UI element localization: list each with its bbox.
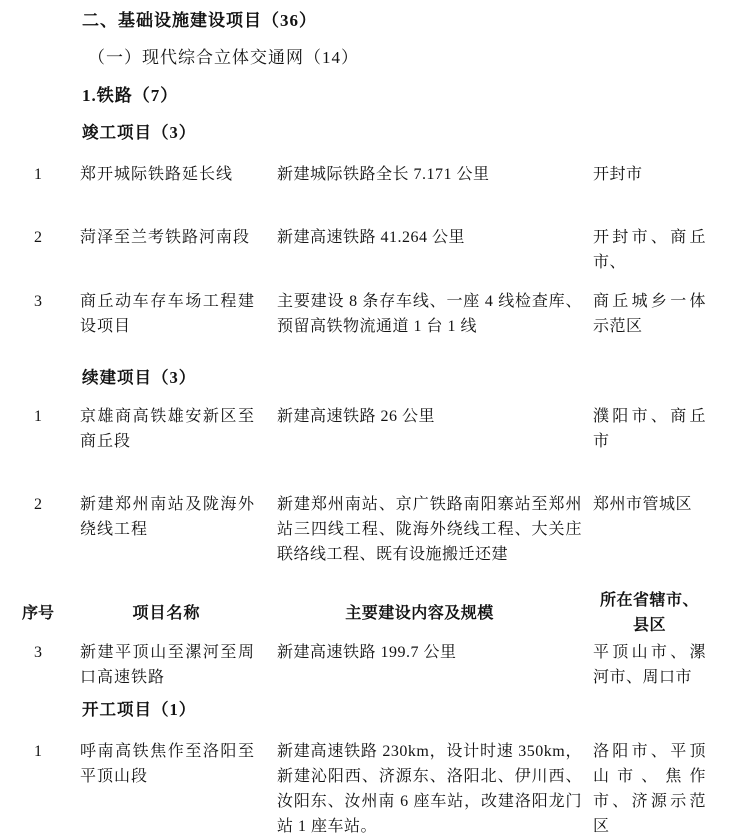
serial-cell: 3 bbox=[34, 644, 42, 661]
content-cell: 新建城际铁路全长 7.171 公里 bbox=[277, 166, 490, 183]
location-cell: 开封市、商丘市、 bbox=[593, 229, 706, 271]
content-cell: 主要建设 8 条存车线、一座 4 线检查库、预留高铁物流通道 1 台 1 线 bbox=[277, 293, 582, 335]
table-row bbox=[0, 162, 743, 187]
project-name-cell: 呼南高铁焦作至洛阳至平顶山段 bbox=[80, 743, 255, 785]
location-cell: 濮阳市、商丘市 bbox=[593, 408, 706, 450]
location-cell: 平顶山市、漯河市、周口市 bbox=[593, 644, 706, 686]
location-cell: 开封市 bbox=[593, 166, 643, 183]
project-name-cell: 京雄商高铁雄安新区至商丘段 bbox=[80, 408, 255, 450]
phase-label-completed: 竣工项目（3） bbox=[82, 123, 197, 142]
table-row bbox=[0, 492, 743, 567]
phase-label-continuing: 续建项目（3） bbox=[82, 368, 197, 387]
doc-heading-level1: 二、基础设施建设项目（36） bbox=[82, 11, 317, 30]
content-cell: 新建郑州南站、京广铁路南阳寨站至郑州站三四线工程、陇海外绕线工程、大关庄联络线工程、既有设施搬迁还建 bbox=[277, 496, 582, 563]
table-row bbox=[0, 640, 743, 690]
header-content: 主要建设内容及规模 bbox=[345, 604, 494, 622]
serial-cell: 1 bbox=[34, 166, 42, 183]
table-row bbox=[0, 225, 743, 275]
project-name-cell: 新建郑州南站及陇海外绕线工程 bbox=[80, 496, 255, 538]
header-location: 所在省辖市、县区 bbox=[599, 592, 699, 634]
table-row bbox=[0, 289, 743, 339]
content-cell: 新建高速铁路 199.7 公里 bbox=[277, 644, 457, 661]
serial-cell: 2 bbox=[34, 229, 42, 246]
serial-cell: 3 bbox=[34, 293, 42, 310]
serial-cell: 1 bbox=[34, 743, 42, 760]
header-seq: 序号 bbox=[21, 604, 54, 622]
project-name-cell: 郑开城际铁路延长线 bbox=[80, 166, 234, 183]
doc-heading-level2: （一）现代综合立体交通网（14） bbox=[88, 48, 359, 67]
project-name-cell: 菏泽至兰考铁路河南段 bbox=[80, 229, 251, 246]
serial-cell: 1 bbox=[34, 408, 42, 425]
doc-heading-level3: 1.铁路（7） bbox=[82, 86, 179, 105]
table-header-row bbox=[0, 588, 743, 638]
serial-cell: 2 bbox=[34, 496, 42, 513]
project-name-cell: 商丘动车存车场工程建设项目 bbox=[80, 293, 255, 335]
content-cell: 新建高速铁路 26 公里 bbox=[277, 408, 436, 425]
content-cell: 新建高速铁路 41.264 公里 bbox=[277, 229, 466, 246]
phase-label-started: 开工项目（1） bbox=[82, 700, 197, 719]
content-cell: 新建高速铁路 230km，设计时速 350km，新建沁阳西、济源东、洛阳北、伊川西、汝阳东、汝州南 6 座车站，改建洛阳龙门站 1 座车站。 bbox=[277, 743, 582, 834]
location-cell: 郑州市管城区 bbox=[593, 496, 693, 513]
location-cell: 洛阳市、平顶山市、焦作市、济源示范区 bbox=[593, 743, 706, 834]
project-name-cell: 新建平顶山至漯河至周口高速铁路 bbox=[80, 644, 255, 686]
table-row bbox=[0, 404, 743, 454]
location-cell: 商丘城乡一体示范区 bbox=[593, 293, 706, 335]
table-row bbox=[0, 739, 743, 834]
header-name: 项目名称 bbox=[132, 604, 201, 622]
